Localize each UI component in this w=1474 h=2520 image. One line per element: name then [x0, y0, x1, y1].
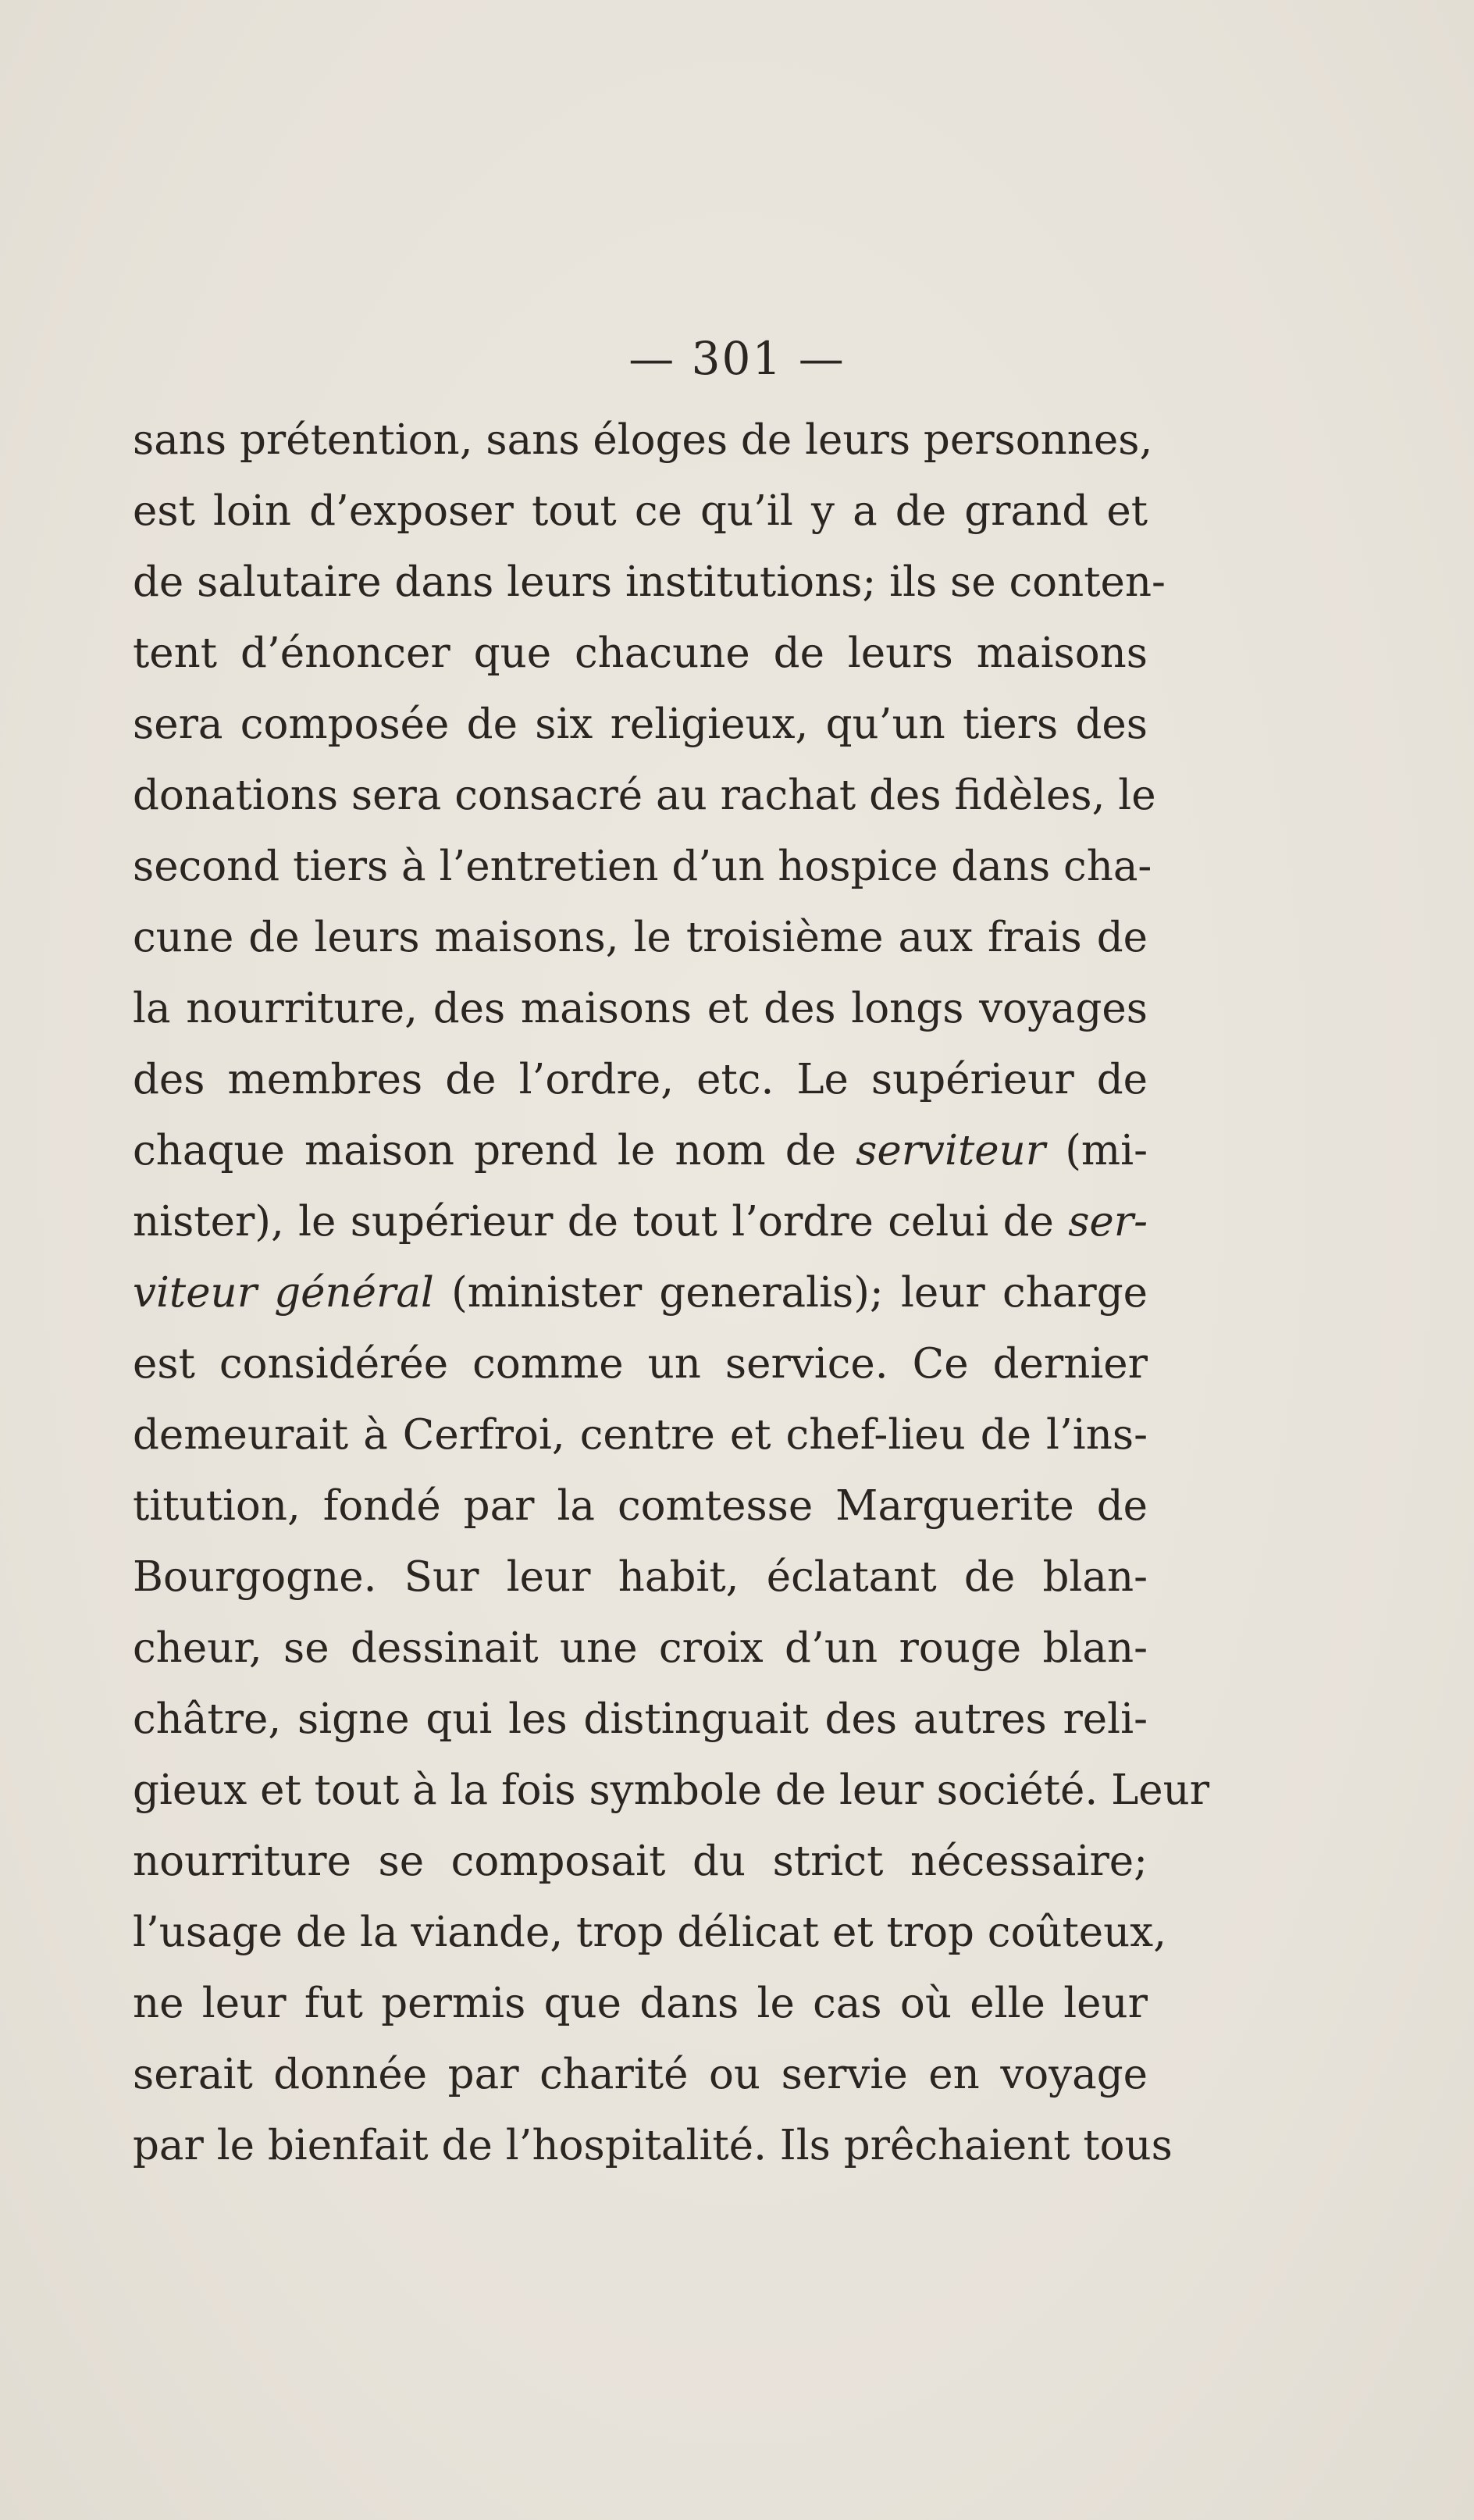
- italic-term: serviteur: [856, 1127, 1046, 1174]
- text-line: la nourriture, des maisons et des longs voyages: [133, 985, 1148, 1032]
- text-line: chaque maison prend le nom de serviteur (mi-: [133, 1127, 1148, 1174]
- text-line: serait donnée par charité ou servie en voyage: [133, 2051, 1148, 2098]
- text-line: tent d’énoncer que chacune de leurs maisons: [133, 629, 1148, 677]
- page-number: — 301 —: [628, 332, 846, 385]
- text-line: de salutaire dans leurs institutions; ils se conten-: [133, 558, 1166, 606]
- text-line: gieux et tout à la fois symbole de leur société. Leur: [133, 1766, 1210, 1814]
- text-line: sera composée de six religieux, qu’un tiers des: [133, 700, 1148, 748]
- italic-term: viteur général: [133, 1269, 434, 1317]
- text-line: Bourgogne. Sur leur habit, éclatant de blan-: [133, 1553, 1148, 1601]
- text-line: est considérée comme un service. Ce dernier: [133, 1340, 1148, 1388]
- text-line: titution, fondé par la comtesse Marguerite de: [133, 1482, 1148, 1530]
- text-line: viteur général (minister generalis); leur charge: [133, 1269, 1148, 1317]
- text-line: sans prétention, sans éloges de leurs personnes,: [133, 416, 1153, 464]
- text-line: nourriture se composait du strict nécessaire;: [133, 1837, 1148, 1885]
- text-line: donations sera consacré au rachat des fidèles, le: [133, 772, 1156, 819]
- italic-term: ser-: [1068, 1198, 1148, 1246]
- text-line: châtre, signe qui les distinguait des autres reli-: [133, 1695, 1148, 1743]
- text-line: nister), le supérieur de tout l’ordre celui de ser-: [133, 1198, 1148, 1246]
- body-text: [133, 405, 1210, 2181]
- text-line: l’usage de la viande, trop délicat et trop coûteux,: [133, 1909, 1167, 1956]
- text-line: des membres de l’ordre, etc. Le supérieur de: [133, 1056, 1148, 1103]
- text-line: cune de leurs maisons, le troisième aux frais de: [133, 914, 1148, 961]
- text-line: cheur, se dessinait une croix d’un rouge blan-: [133, 1624, 1148, 1672]
- text-line: second tiers à l’entretien d’un hospice dans cha-: [133, 843, 1152, 890]
- text-line: demeurait à Cerfroi, centre et chef-lieu de l’ins-: [133, 1411, 1148, 1459]
- text-line: ne leur fut permis que dans le cas où elle leur: [133, 1980, 1148, 2027]
- text-line: par le bienfait de l’hospitalité. Ils prêchaient tous: [133, 2122, 1173, 2169]
- text-line: est loin d’exposer tout ce qu’il y a de grand et: [133, 487, 1148, 535]
